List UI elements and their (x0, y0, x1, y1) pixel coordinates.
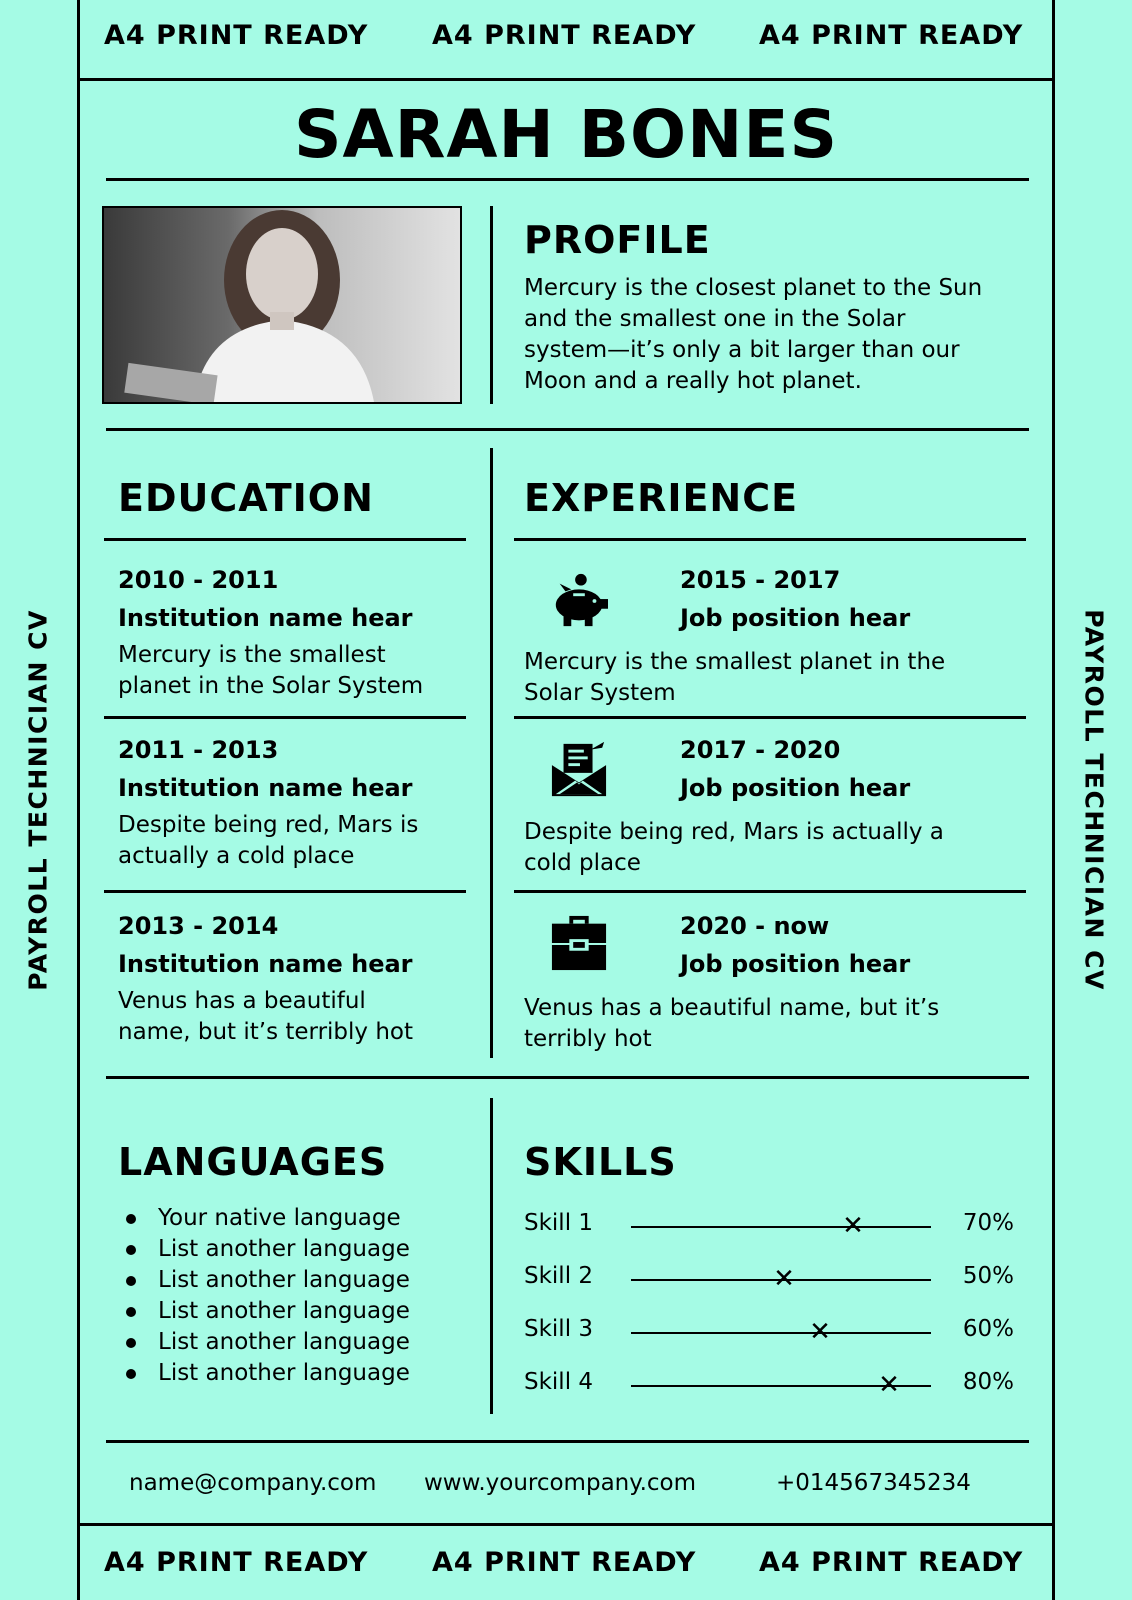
envelope-document-icon (550, 740, 608, 798)
education-item-2 (118, 736, 478, 872)
experience-divider-1 (514, 716, 1026, 719)
language-item-5: List another language (118, 1327, 410, 1358)
top-banner-text-2: A4 PRINT READY (432, 20, 697, 51)
skill-marker-1: ✕ (842, 1211, 864, 1241)
frame-left-line (77, 0, 80, 1600)
profile-photo (102, 206, 462, 404)
skill-marker-4: ✕ (878, 1370, 900, 1400)
contact-website[interactable]: www.yourcompany.com (424, 1470, 697, 1496)
top-banner-text-3: A4 PRINT READY (759, 20, 1024, 51)
education-desc-2-line-2: actually a cold place (118, 843, 355, 869)
candidate-name: SARAH BONES (294, 96, 838, 173)
bottom-banner-text-3: A4 PRINT READY (759, 1547, 1024, 1578)
contact-email[interactable]: name@company.com (129, 1470, 377, 1496)
divider-center-vertical (490, 448, 493, 1058)
education-years-1: 2010 - 2011 (118, 566, 279, 594)
frame-bottom-line (77, 1523, 1055, 1526)
experience-divider-2 (514, 890, 1026, 893)
education-desc-2 (118, 810, 478, 872)
education-desc-3-line-1: Venus has a beautiful (118, 988, 366, 1014)
education-institution-2: Institution name hear (118, 774, 413, 802)
skill-row-4 (524, 1365, 1014, 1405)
experience-position-1: Job position hear (680, 604, 911, 632)
profile-line-3: system—it’s only a bit larger than our (524, 337, 960, 363)
experience-desc-3 (524, 993, 1024, 1055)
divider-profile-vertical (490, 206, 493, 404)
skill-row-2 (524, 1259, 1014, 1299)
experience-desc-1-line-1: Mercury is the smallest planet in the (524, 649, 946, 675)
education-divider-1 (104, 716, 466, 719)
contact-phone[interactable]: +014567345234 (776, 1470, 971, 1496)
experience-years-2: 2017 - 2020 (680, 736, 841, 764)
education-divider-2 (104, 890, 466, 893)
skill-percent-3: 60% (962, 1316, 1014, 1342)
experience-desc-1 (524, 647, 1024, 709)
experience-years-1: 2015 - 2017 (680, 566, 841, 594)
skill-label-3: Skill 3 (524, 1316, 594, 1342)
education-desc-1 (118, 640, 478, 702)
experience-desc-3-line-1: Venus has a beautiful name, but it’s (524, 995, 940, 1021)
education-desc-2-line-1: Despite being red, Mars is (118, 812, 419, 838)
experience-header-3 (680, 912, 910, 978)
education-desc-1-line-2: planet in the Solar System (118, 673, 424, 699)
profile-line-1: Mercury is the closest planet to the Sun (524, 275, 983, 301)
education-desc-1-line-1: Mercury is the smallest (118, 642, 386, 668)
briefcase-icon (550, 914, 608, 972)
language-item-1: Your native language (118, 1203, 410, 1234)
experience-desc-2-line-2: cold place (524, 850, 641, 876)
education-years-3: 2013 - 2014 (118, 912, 279, 940)
education-years-2: 2011 - 2013 (118, 736, 279, 764)
skill-percent-2: 50% (962, 1263, 1014, 1289)
experience-years-3: 2020 - now (680, 912, 830, 940)
person-photo-icon (104, 208, 460, 402)
experience-position-3: Job position hear (680, 950, 911, 978)
divider-languages-vertical (490, 1098, 493, 1414)
profile-line-2: and the smallest one in the Solar (524, 306, 906, 332)
experience-header-1 (680, 566, 910, 632)
skill-label-2: Skill 2 (524, 1263, 594, 1289)
experience-desc-2 (524, 817, 1024, 879)
skill-row-3 (524, 1312, 1014, 1352)
name-header (80, 96, 1052, 173)
language-item-4: List another language (118, 1296, 410, 1327)
side-label-right: PAYROLL TECHNICIAN CV (1079, 609, 1109, 991)
language-item-2: List another language (118, 1234, 410, 1265)
divider-under-name (106, 178, 1029, 181)
education-title-underline (104, 538, 466, 541)
side-label-left: PAYROLL TECHNICIAN CV (23, 609, 53, 991)
experience-desc-1-line-2: Solar System (524, 680, 676, 706)
education-institution-3: Institution name hear (118, 950, 413, 978)
bottom-banner-text-1: A4 PRINT READY (104, 1547, 369, 1578)
divider-above-contact (106, 1440, 1029, 1443)
profile-title: PROFILE (524, 218, 711, 262)
skills-title: SKILLS (524, 1140, 677, 1184)
skill-label-1: Skill 1 (524, 1210, 594, 1236)
language-item-6: List another language (118, 1358, 410, 1389)
languages-title: LANGUAGES (118, 1140, 388, 1184)
skill-marker-2: ✕ (773, 1264, 795, 1294)
languages-list (118, 1203, 410, 1389)
skill-row-1 (524, 1206, 1014, 1246)
top-banner-text-1: A4 PRINT READY (104, 20, 369, 51)
divider-under-profile (106, 428, 1029, 431)
skill-label-4: Skill 4 (524, 1369, 594, 1395)
profile-text (524, 273, 1024, 397)
skill-marker-3: ✕ (809, 1317, 831, 1347)
education-item-3 (118, 912, 478, 1048)
experience-title-underline (514, 538, 1026, 541)
experience-desc-3-line-2: terribly hot (524, 1026, 652, 1052)
experience-position-2: Job position hear (680, 774, 911, 802)
education-institution-1: Institution name hear (118, 604, 413, 632)
skill-track-3 (631, 1332, 931, 1334)
education-item-1 (118, 566, 478, 702)
skill-percent-4: 80% (962, 1369, 1014, 1395)
frame-right-line (1052, 0, 1055, 1600)
experience-header-2 (680, 736, 910, 802)
bottom-banner-text-2: A4 PRINT READY (432, 1547, 697, 1578)
education-desc-3 (118, 986, 478, 1048)
language-item-3: List another language (118, 1265, 410, 1296)
profile-line-4: Moon and a really hot planet. (524, 368, 862, 394)
skill-track-1 (631, 1226, 931, 1228)
piggy-bank-icon (550, 572, 608, 630)
frame-top-line (77, 78, 1055, 81)
education-desc-3-line-2: name, but it’s terribly hot (118, 1019, 414, 1045)
skill-percent-1: 70% (962, 1210, 1014, 1236)
divider-under-experience (106, 1076, 1029, 1079)
experience-desc-2-line-1: Despite being red, Mars is actually a (524, 819, 944, 845)
experience-title: EXPERIENCE (524, 476, 799, 520)
education-title: EDUCATION (118, 476, 374, 520)
